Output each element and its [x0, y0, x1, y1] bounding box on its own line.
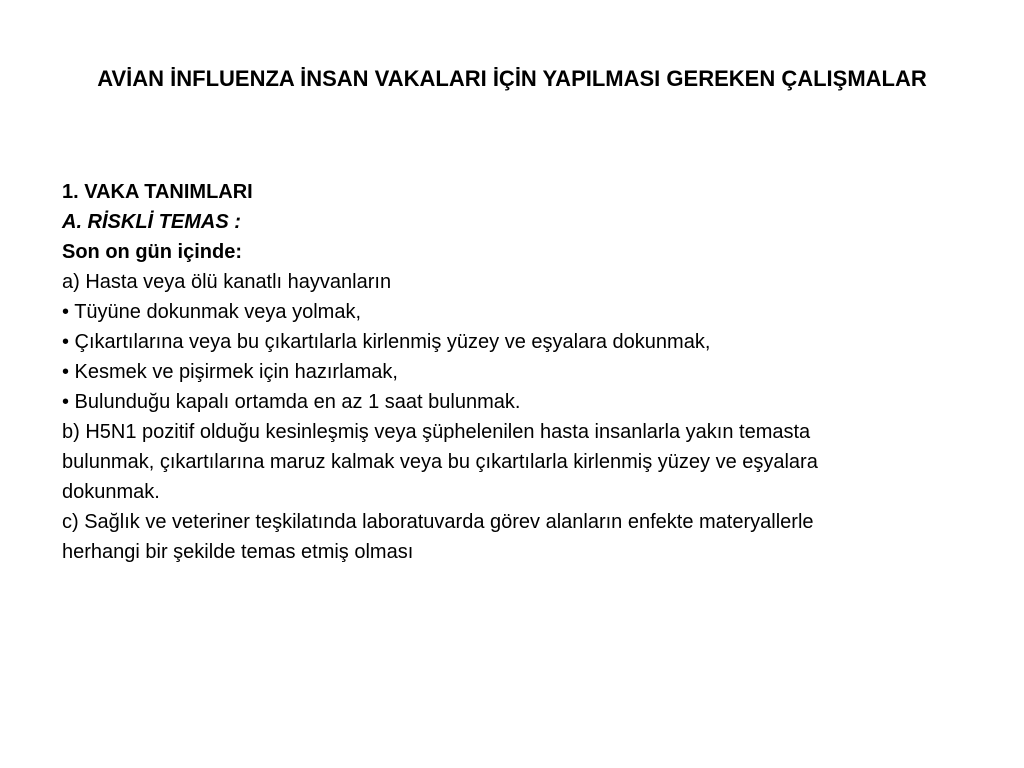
section-heading: 1. VAKA TANIMLARI [62, 181, 253, 203]
body-line: a) Hasta veya ölü kanatlı hayvanların [62, 271, 392, 293]
body-line: b) H5N1 pozitif olduğu kesinleşmiş veya şüphelenilen hasta insanlarla yakın temasta [62, 421, 811, 443]
slide-body [62, 180, 962, 570]
bullet-item: • Çıkartılarına veya bu çıkartılarla kirlenmiş yüzey ve eşyalara dokunmak, [62, 331, 711, 353]
body-line: bulunmak, çıkartılarına maruz kalmak veya bu çıkartılarla kirlenmiş yüzey ve eşyalara [62, 451, 818, 473]
subsection-heading: A. RİSKLİ TEMAS : [62, 211, 241, 233]
bullet-item: • Tüyüne dokunmak veya yolmak, [62, 301, 362, 323]
body-line: c) Sağlık ve veteriner teşkilatında laboratuvarda görev alanların enfekte materyallerle [62, 511, 814, 533]
body-line: dokunmak. [62, 481, 160, 503]
slide-title: AVİAN İNFLUENZA İNSAN VAKALARI İÇİN YAPILMASI GEREKEN ÇALIŞMALAR [97, 66, 927, 91]
bullet-item: • Kesmek ve pişirmek için hazırlamak, [62, 361, 398, 383]
timeframe-label: Son on gün içinde: [62, 241, 242, 263]
body-line: herhangi bir şekilde temas etmiş olması [62, 541, 414, 563]
bullet-item: • Bulunduğu kapalı ortamda en az 1 saat bulunmak. [62, 391, 521, 413]
